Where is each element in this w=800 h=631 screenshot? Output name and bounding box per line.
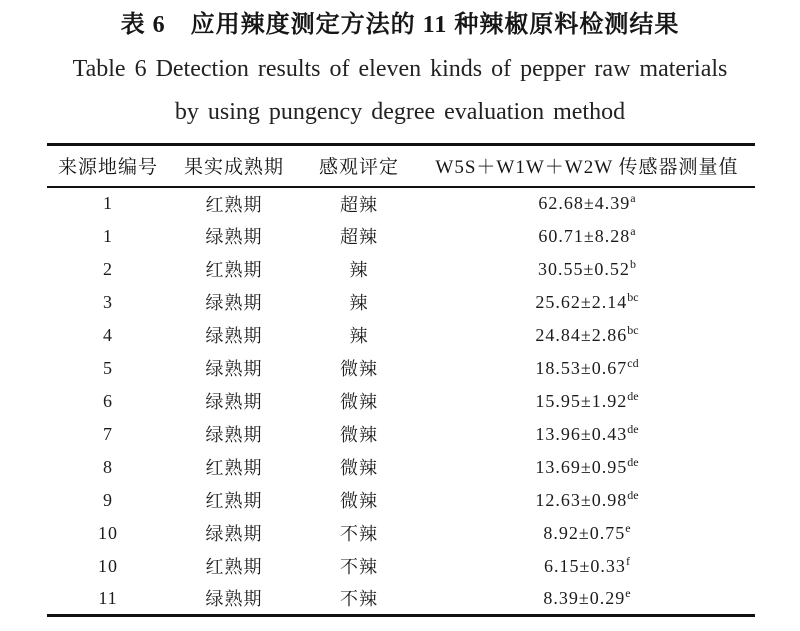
cell-source: 8 xyxy=(103,456,113,477)
significance-superscript: de xyxy=(627,421,639,436)
cell-maturity: 红熟期 xyxy=(205,260,263,280)
cell-maturity: 绿熟期 xyxy=(205,359,263,379)
table-row xyxy=(47,319,755,352)
cell-maturity: 绿熟期 xyxy=(205,589,263,610)
table-row xyxy=(47,220,755,253)
table-row xyxy=(47,451,755,484)
cell-sensory: 辣 xyxy=(349,260,369,280)
cell-source: 6 xyxy=(103,390,113,411)
cell-maturity: 绿熟期 xyxy=(205,293,263,313)
significance-superscript: bc xyxy=(627,289,639,304)
table-row xyxy=(47,286,755,319)
significance-superscript: de xyxy=(627,388,639,403)
measurement-value: 18.53±0.67 xyxy=(535,357,628,378)
cell-sensory: 不辣 xyxy=(340,589,378,610)
cell-sensor-value xyxy=(419,352,755,385)
measurement-value: 62.68±4.39 xyxy=(538,193,631,213)
cell-sensor-value xyxy=(419,418,755,451)
significance-superscript: de xyxy=(627,487,639,502)
measurement-value: 12.63±0.98 xyxy=(535,489,628,510)
cell-sensory: 超辣 xyxy=(340,227,378,247)
cell-sensory: 微辣 xyxy=(340,392,378,412)
cell-maturity: 绿熟期 xyxy=(205,425,263,445)
cell-maturity: 红熟期 xyxy=(205,194,263,215)
column-header-sensor-value: W5S＋W1W＋W2W 传感器测量值 xyxy=(435,157,739,179)
cell-sensor-value xyxy=(419,187,755,220)
cell-sensory: 微辣 xyxy=(340,425,378,445)
pepper-detection-table xyxy=(47,143,755,617)
table-row xyxy=(47,550,755,583)
table-row xyxy=(47,352,755,385)
cell-sensor-value xyxy=(419,253,755,286)
cell-sensor-value xyxy=(419,451,755,484)
cell-source: 10 xyxy=(98,522,118,543)
cell-source: 4 xyxy=(103,324,113,345)
measurement-value: 13.69±0.95 xyxy=(535,456,628,477)
measurement-value: 6.15±0.33 xyxy=(544,555,626,576)
table-row xyxy=(47,517,755,550)
cell-sensory: 不辣 xyxy=(340,557,378,577)
measurement-value: 13.96±0.43 xyxy=(535,423,628,444)
significance-superscript: de xyxy=(627,454,639,469)
measurement-value: 30.55±0.52 xyxy=(538,258,630,279)
significance-superscript: a xyxy=(630,191,636,205)
table-row xyxy=(47,583,755,616)
significance-superscript: cd xyxy=(627,355,639,370)
measurement-value: 60.71±8.28 xyxy=(538,225,631,246)
column-header-sensory: 感观评定 xyxy=(318,157,399,179)
cell-sensory: 辣 xyxy=(349,326,369,346)
cell-source: 11 xyxy=(98,587,118,608)
measurement-value: 24.84±2.86 xyxy=(535,324,628,345)
table-row xyxy=(47,385,755,418)
measurement-value: 25.62±2.14 xyxy=(535,291,628,312)
cell-maturity: 红熟期 xyxy=(205,458,263,478)
cell-maturity: 绿熟期 xyxy=(205,227,263,247)
cell-source: 3 xyxy=(103,291,113,312)
cell-source: 2 xyxy=(103,258,113,279)
cell-source: 1 xyxy=(103,193,113,213)
cell-sensor-value xyxy=(419,220,755,253)
table-caption-zh: 表 6 应用辣度测定方法的 11 种辣椒原料检测结果 xyxy=(120,12,680,38)
cell-sensor-value xyxy=(419,583,755,616)
table-caption-en-line1: Table 6 Detection results of eleven kinds of pepper raw materials xyxy=(72,56,728,82)
cell-maturity: 红熟期 xyxy=(205,557,263,577)
table-header xyxy=(47,145,755,187)
cell-maturity: 红熟期 xyxy=(205,491,263,511)
cell-sensor-value xyxy=(419,484,755,517)
cell-sensory: 超辣 xyxy=(340,194,378,215)
cell-maturity: 绿熟期 xyxy=(205,326,263,346)
cell-sensory: 不辣 xyxy=(340,524,378,544)
cell-source: 9 xyxy=(103,489,113,510)
cell-sensory: 微辣 xyxy=(340,491,378,511)
table-row xyxy=(47,187,755,220)
cell-source: 5 xyxy=(103,357,113,378)
table-caption-en-line2: by using pungency degree evaluation method xyxy=(174,99,626,125)
cell-source: 7 xyxy=(103,423,113,444)
cell-sensor-value xyxy=(419,319,755,352)
cell-source: 1 xyxy=(103,225,113,246)
table-row xyxy=(47,253,755,286)
cell-sensor-value xyxy=(419,550,755,583)
table-row xyxy=(47,484,755,517)
cell-sensory: 微辣 xyxy=(340,458,378,478)
table-row xyxy=(47,418,755,451)
significance-superscript: a xyxy=(630,223,636,238)
cell-maturity: 绿熟期 xyxy=(205,524,263,544)
table-body xyxy=(47,187,755,616)
measurement-value: 8.92±0.75 xyxy=(543,522,626,543)
cell-sensory: 微辣 xyxy=(340,359,378,379)
cell-sensor-value xyxy=(419,385,755,418)
cell-source: 10 xyxy=(98,555,118,576)
cell-sensor-value xyxy=(419,517,755,550)
column-header-source: 来源地编号 xyxy=(57,157,158,179)
significance-superscript: b xyxy=(629,256,636,271)
cell-sensor-value xyxy=(419,286,755,319)
significance-superscript: bc xyxy=(627,322,639,337)
table-header-row xyxy=(47,145,755,187)
significance-superscript: e xyxy=(625,585,631,600)
cell-maturity: 绿熟期 xyxy=(205,392,263,412)
significance-superscript: e xyxy=(625,520,631,535)
column-header-maturity: 果实成熟期 xyxy=(183,157,284,179)
measurement-value: 15.95±1.92 xyxy=(535,390,628,411)
measurement-value: 8.39±0.29 xyxy=(543,587,626,608)
significance-superscript: f xyxy=(625,553,630,568)
cell-sensory: 辣 xyxy=(349,293,369,313)
